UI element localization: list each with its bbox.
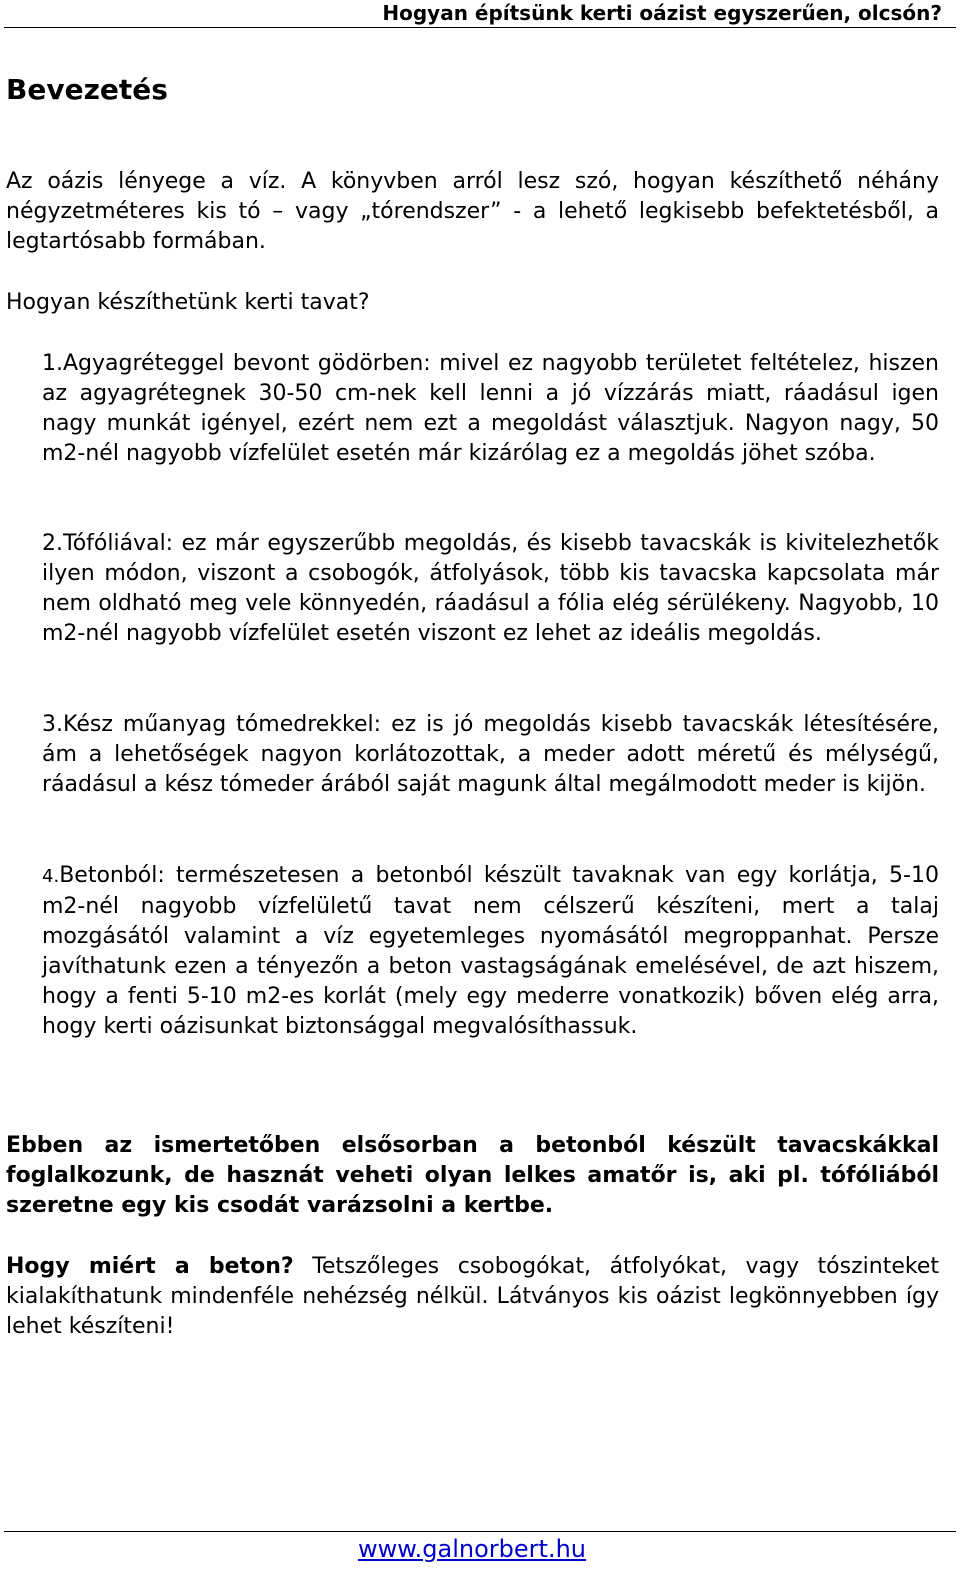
method-item-4 [42,861,939,1042]
footer-divider [4,1531,956,1532]
method-text: Agyagréteggel bevont gödörben: mivel ez nagyobb területet feltételez, hiszen az agyagrétegnek 30-50 cm-nek kell lenni a jó vízzárás miatt, ráadásul igen nagy munkát igényel, ezért nem ezt a megoldást választjuk. Nagyon nagy, 50 m2-nél nagyobb vízfelület esetén már kizárólag ez a megoldás jöhet szóba. [42,351,939,466]
intro-paragraph: Az oázis lényege a víz. A könyvben arról lesz szó, hogyan készíthető néhány négyzetméteres kis tó – vagy „tórendszer” - a lehető legkisebb befektetésből, a legtartósabb formában. [6,169,939,254]
why-question: Hogy miért a beton? [6,1254,294,1279]
method-number: 3. [42,712,63,737]
section-heading: Bevezetés [6,73,168,106]
why-concrete-paragraph [6,1252,939,1342]
method-text: Tófóliával: ez már egyszerűbb megoldás, és kisebb tavacskák is kivitelezhetők ilyen módon, viszont a csobogók, átfolyások, több kis tavacska kapcsolata már nem oldható meg vele könnyedén, ráadásul a fólia elég sérülékeny. Nagyobb, 10 m2-nél nagyobb vízfelület esetén viszont ez lehet az ideális megoldás. [42,531,939,646]
method-item-3 [42,710,939,800]
website-link[interactable]: www.galnorbert.hu [357,1535,586,1563]
method-item-2 [42,529,939,649]
summary-paragraph: Ebben az ismertetőben elsősorban a betonból készült tavacskákkal foglalkozunk, de hasznát veheti olyan lelkes amatőr is, aki pl. tófóliából szeretne egy kis csodát varázsolni a kertbe. [6,1133,939,1218]
method-number: 1. [42,351,63,376]
header-divider [4,27,956,28]
document-title: Hogyan építsünk kerti oázist egyszerűen, olcsón? [382,1,942,25]
method-item-1 [42,349,939,469]
method-text: Betonból: természetesen a betonból készült tavaknak van egy korlátja, 5-10 m2-nél nagyobb vízfelületű tavat nem célszerű készíteni, mert a talaj mozgásától valamint a víz egyetemleges nyomásától megroppanhat. Persze javíthatunk ezen a tényezőn a beton vastagságának emelésével, de azt hiszem, hogy a fenti 5-10 m2-es korlát (mely egy mederre vonatkozik) bőven elég arra, hogy kerti oázisunkat biztonsággal megvalósíthassuk. [42,863,939,1039]
method-text: Kész műanyag tómedrekkel: ez is jó megoldás kisebb tavacskák létesítésére, ám a lehetőségek nagyon korlátozottak, a meder adott méretű és mélységű, ráadásul a kész tómeder árából saját magunk által megálmodott meder is kijön. [42,712,939,797]
method-number: 4. [42,866,60,887]
question-line: Hogyan készíthetünk kerti tavat? [6,290,370,315]
why-answer: Tetszőleges csobogókat, átfolyókat, vagy tószinteket kialakíthatunk mindenféle nehézség nélkül. Látványos kis oázist legkönnyebben így lehet készíteni! [6,1254,939,1339]
method-number: 2. [42,531,63,556]
